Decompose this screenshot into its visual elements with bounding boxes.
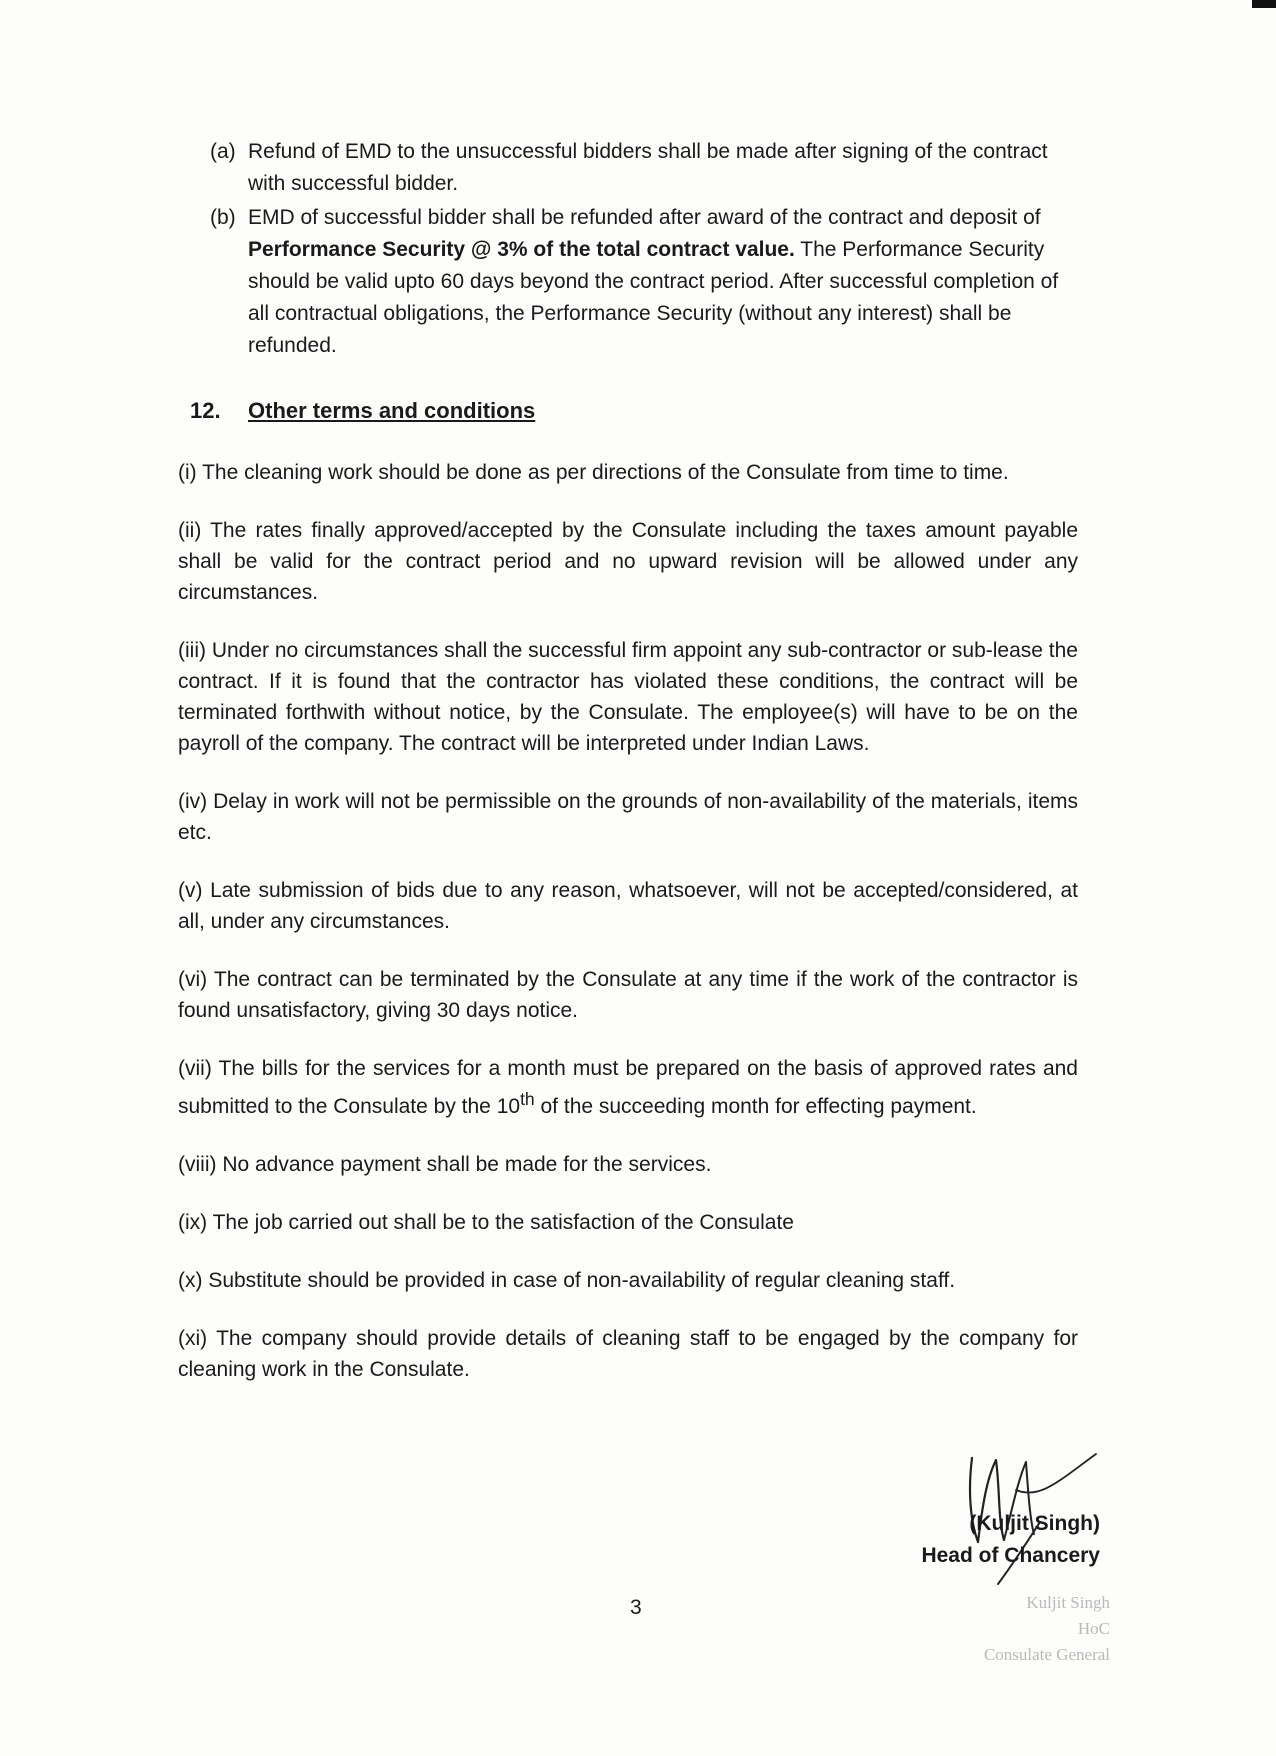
term-i: (i) The cleaning work should be done as per directions of the Consulate from time to time. — [178, 461, 1009, 484]
term-iv: (iv) Delay in work will not be permissible on the grounds of non-availability of the materials, items etc. — [178, 790, 1078, 844]
term-ix: (ix) The job carried out shall be to the satisfaction of the Consulate — [178, 1211, 794, 1234]
term-v: (v) Late submission of bids due to any reason, whatsoever, will not be accepted/considered, at all, under any circumstances. — [178, 879, 1078, 933]
stamp-line: HoC — [1077, 1619, 1110, 1638]
term-viii: (viii) No advance payment shall be made for the services. — [178, 1153, 712, 1176]
term-ii: (ii) The rates finally approved/accepted by the Consulate including the taxes amount payable shall be valid for the contract period and no upward revision will be allowed under any circumstances. — [178, 519, 1078, 604]
faded-official-stamp — [880, 1590, 1110, 1690]
clause-text: EMD of successful bidder shall be refunded after award of the contract and deposit of — [248, 206, 1041, 229]
clause-text: Refund of EMD to the unsuccessful bidders shall be made after signing of the contract with successful bidder. — [248, 140, 1048, 195]
clause-a — [210, 136, 1082, 200]
term-x: (x) Substitute should be provided in case of non-availability of regular cleaning staff. — [178, 1269, 956, 1292]
stamp-line: Consulate General — [983, 1645, 1110, 1664]
emd-clauses — [210, 136, 1082, 364]
scan-corner-mark — [1252, 0, 1276, 8]
section-title: Other terms and conditions — [248, 398, 536, 423]
signature-block — [900, 1450, 1100, 1600]
ordinal-suffix: th — [520, 1089, 535, 1109]
term-vi: (vi) The contract can be terminated by the Consulate at any time if the work of the contractor is found unsatisfactory, giving 30 days notice. — [178, 968, 1078, 1022]
terms-list — [178, 457, 1078, 1412]
term-vii-text: (vii) The bills for the services for a month must be prepared on the basis of approved rates and submitted to the Consulate by the 10 — [178, 1057, 1078, 1118]
term-xi: (xi) The company should provide details of cleaning staff to be engaged by the company for cleaning work in the Consulate. — [178, 1327, 1078, 1381]
section-number: 12. — [190, 398, 221, 423]
term-vii — [178, 1053, 1078, 1122]
term-vii-text-end: of the succeeding month for effecting payment. — [534, 1095, 977, 1118]
signatory-designation: Head of Chancery — [921, 1544, 1100, 1567]
section-heading — [190, 398, 535, 424]
stamp-line: Kuljit Singh — [1026, 1593, 1110, 1612]
clause-marker: (a) — [210, 140, 236, 163]
term-iii: (iii) Under no circumstances shall the successful firm appoint any sub-contractor or sub-lease the contract. If it is found that the contractor has violated these conditions, the contract will be terminated forthwith without notice, by the Consulate. The employee(s) will have to be on the payroll of the company. The contract will be interpreted under Indian Laws. — [178, 639, 1078, 755]
page-number: 3 — [630, 1596, 642, 1619]
signatory-name: (Kuljit Singh) — [969, 1512, 1100, 1535]
clause-b — [210, 202, 1082, 362]
clause-text-end: The Performance Security should be valid upto 60 days beyond the contract period. After successful completion of all contractual obligations, the Performance Security (without any interest) shall be refunded. — [248, 238, 1059, 357]
performance-security-emphasis: Performance Security @ 3% of the total contract value. — [248, 238, 795, 261]
clause-marker: (b) — [210, 206, 236, 229]
